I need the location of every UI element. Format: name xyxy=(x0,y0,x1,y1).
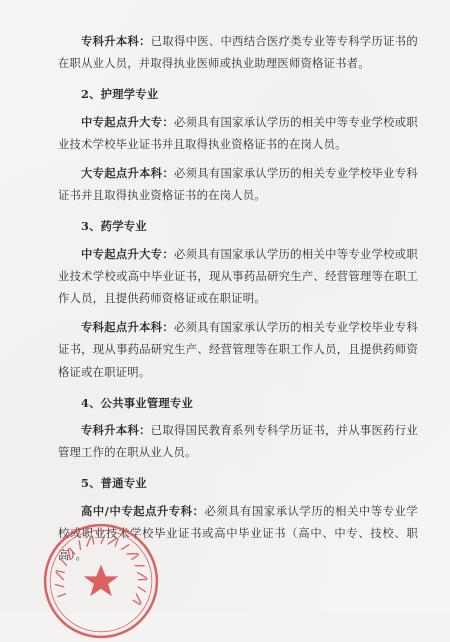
seal-rim-mark xyxy=(61,559,67,566)
paragraph-label: 中专起点升大专： xyxy=(81,115,174,129)
paragraph-label: 专科起点升本科： xyxy=(81,320,174,334)
paragraph-label: 大专起点升本科： xyxy=(81,166,174,180)
paragraph-text: 必须具有国家承认学历的相关中等专业学校或职业技术学校或高中毕业证书，现从事药品研究生产、经营管理等在职工作人员，且提供药师资格证或在职证明。 xyxy=(58,248,418,305)
seal-rim-mark xyxy=(101,535,105,543)
paragraph-label: 专科升本科： xyxy=(81,423,151,437)
official-seal-stamp-icon xyxy=(40,520,162,642)
seal-rim-mark xyxy=(56,571,64,573)
paragraph-text: 已取得中医、中西结合医疗类专业等专科学历证书的在职从业人员，并取得执业医师或执业助理医师资格证书者。 xyxy=(58,35,418,70)
paragraph-intro xyxy=(58,30,418,75)
seal-rim-mark xyxy=(68,549,70,559)
paragraph-label: 中专起点升大专： xyxy=(81,247,174,261)
seal-rim-mark xyxy=(55,585,63,587)
seal-rim-mark xyxy=(58,594,66,597)
document-body xyxy=(58,30,418,567)
seal-rim-mark xyxy=(79,541,80,550)
seal-rim-mark xyxy=(87,536,91,546)
paragraph-text: 已取得国民教育系列专科学历证书，并从事医药行业管理工作的在职从业人员。 xyxy=(58,424,418,459)
paragraph-text: 必须具有国家承认学历的相关中等专业学校或职业技术学校毕业证书或高中毕业证书（高中、中专、技校、职高）。 xyxy=(58,505,418,562)
seal-rim-mark xyxy=(56,572,63,580)
paragraph-label: 高中/中专起点升专科： xyxy=(81,504,205,518)
seal-rim-mark xyxy=(108,538,117,544)
paragraph-text: 必须具有国家承认学历的相关专业学校毕业专科证书，现从事药品研究生产、经营管理等在职工作人员，且提供药师资格证或在职证明。 xyxy=(58,321,418,378)
seal-rim-mark xyxy=(138,573,147,578)
paragraph-pharmacy-2 xyxy=(58,316,418,384)
seal-rim-mark xyxy=(121,545,128,550)
paragraph-public-admin-1 xyxy=(58,419,418,464)
paragraph-nursing-2 xyxy=(58,162,418,207)
paragraph-label: 专科升本科： xyxy=(81,34,151,48)
paragraph-pharmacy-1 xyxy=(58,243,418,311)
section-heading-general: 5、普通专业 xyxy=(58,472,418,494)
seal-rim-mark xyxy=(138,587,145,592)
seal-rim-mark xyxy=(136,594,141,603)
section-heading-pharmacy: 3、药学专业 xyxy=(58,215,418,237)
section-heading-nursing: 2、护理学专业 xyxy=(58,83,418,105)
paragraph-nursing-1 xyxy=(58,111,418,156)
section-heading-public-admin: 4、公共事业管理专业 xyxy=(58,392,418,414)
seal-rim-mark xyxy=(69,548,75,554)
seal-rim-mark xyxy=(92,536,94,544)
paragraph-text: 必须具有国家承认学历的相关中等专业学校或职业技术学校毕业证书并且取得执业资格证书的在岗人员。 xyxy=(58,116,418,151)
paragraph-text: 必须具有国家承认学历的相关专业学校毕业专科证书并且取得执业资格证书的在岗人员。 xyxy=(58,167,418,202)
seal-rim-mark xyxy=(132,555,139,560)
